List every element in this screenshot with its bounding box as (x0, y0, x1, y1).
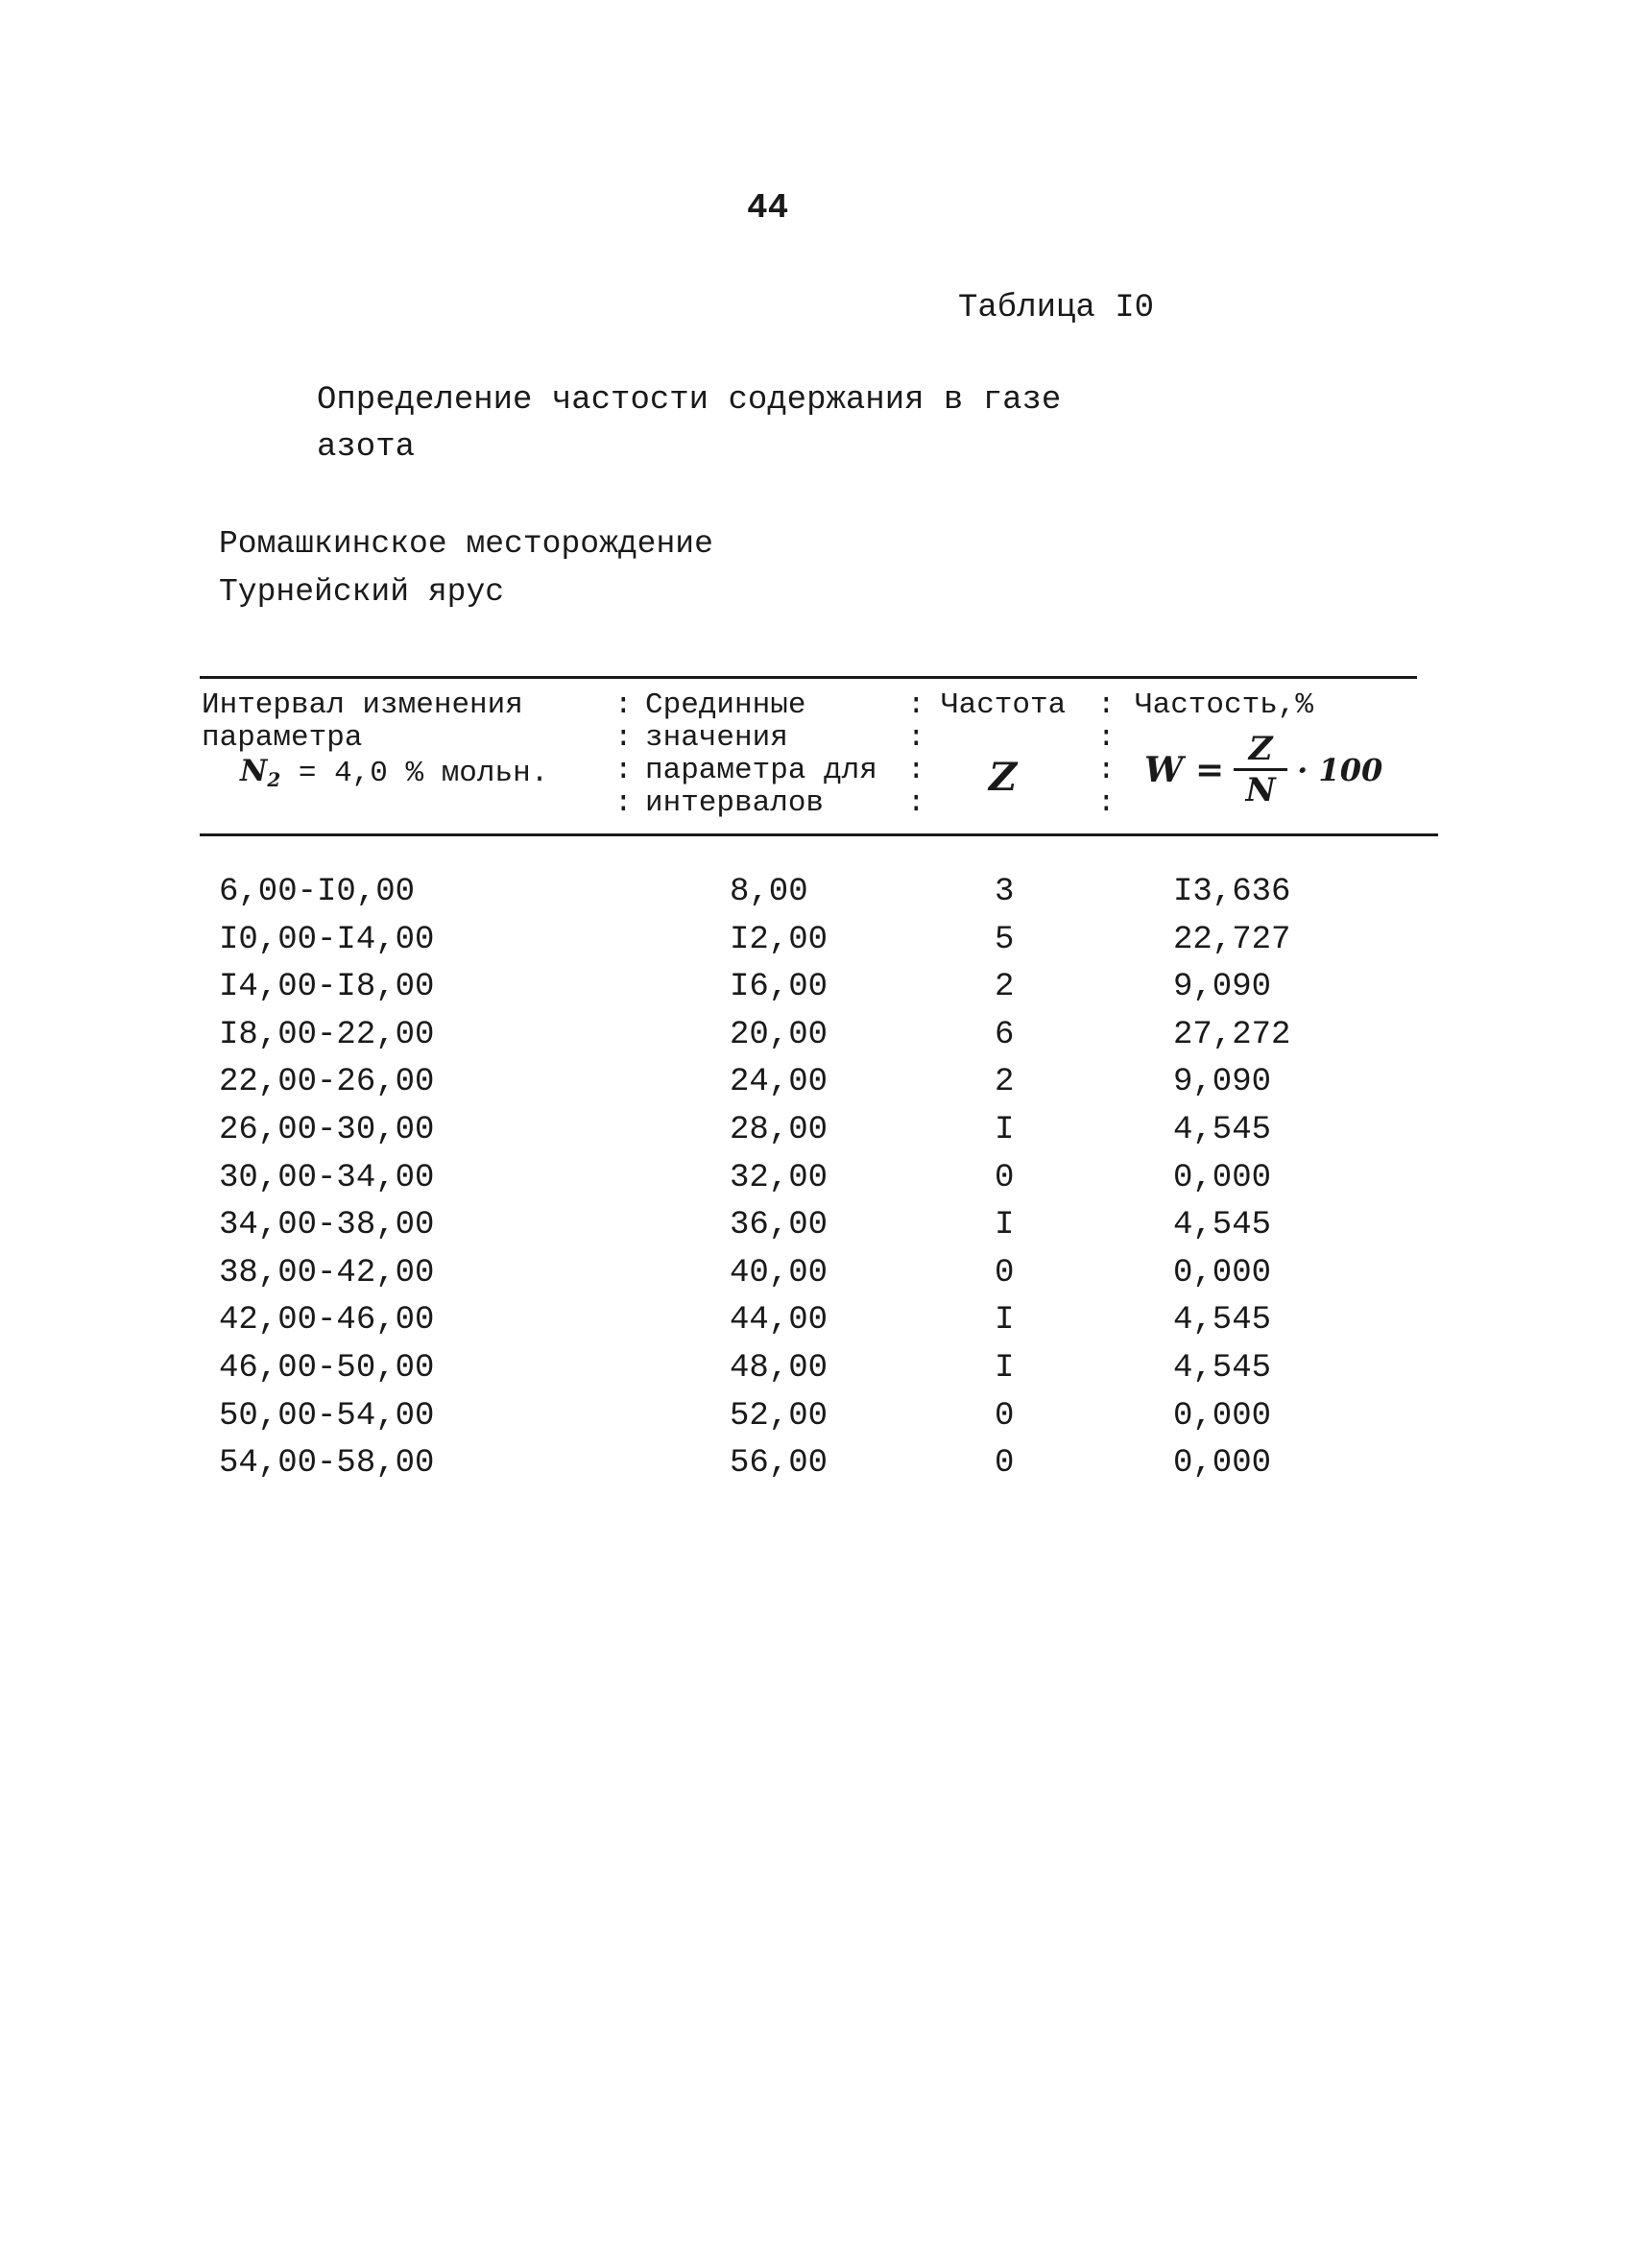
cell-midpoint: 56,00 (730, 1445, 829, 1483)
cell-midpoint: 24,00 (730, 1064, 829, 1101)
table-row (0, 1255, 1633, 1303)
cell-interval: 54,00-58,00 (219, 1445, 435, 1483)
cell-frequency: 0 (995, 1397, 1015, 1435)
header-interval (202, 689, 548, 796)
cell-frequency: 0 (995, 1159, 1015, 1196)
cell-interval: 26,00-30,00 (219, 1111, 435, 1148)
cell-relative-frequency: 9,090 (1173, 969, 1272, 1006)
param-value: = 4,0 % мольн. (298, 757, 549, 790)
cell-interval: 22,00-26,00 (219, 1064, 435, 1101)
separator-colon: : (1097, 754, 1116, 787)
cell-midpoint: 48,00 (730, 1349, 829, 1387)
cell-frequency: 2 (995, 969, 1015, 1006)
cell-frequency: 0 (995, 1254, 1015, 1291)
cell-frequency: 6 (995, 1016, 1015, 1053)
cell-relative-frequency: I3,636 (1173, 874, 1291, 910)
separator-colon: : (614, 754, 633, 787)
cell-interval: I4,00-I8,00 (219, 969, 435, 1006)
table-row (0, 1302, 1633, 1350)
cell-interval: 6,00-I0,00 (219, 874, 416, 910)
table-row (0, 874, 1633, 922)
separator-colon: : (907, 786, 925, 820)
cell-relative-frequency: 27,272 (1173, 1016, 1291, 1053)
separator-colon: : (907, 754, 925, 787)
table-label: Таблица I0 (958, 290, 1155, 326)
cell-interval: 34,00-38,00 (219, 1207, 435, 1244)
table-title-line-1: Определение частости содержания в газе (317, 382, 1062, 419)
cell-frequency: I (995, 1207, 1015, 1244)
table-body (0, 874, 1633, 1493)
header-interval-line-2: параметра (202, 721, 363, 755)
cell-frequency: 5 (995, 921, 1015, 958)
header-separator-3 (1097, 689, 1116, 820)
table-row (0, 1350, 1633, 1398)
cell-relative-frequency: 4,545 (1173, 1349, 1272, 1387)
header-midpoint-line-1: Срединные (645, 688, 806, 722)
formula-denominator: N (1245, 771, 1276, 809)
formula-lhs: W = (1144, 749, 1225, 790)
table-row (0, 1160, 1633, 1208)
separator-colon: : (907, 688, 925, 722)
cell-midpoint: 20,00 (730, 1016, 829, 1053)
header-midpoint-line-2: значения (645, 721, 788, 755)
cell-frequency: 0 (995, 1445, 1015, 1483)
table-row (0, 1017, 1633, 1065)
cell-interval: 30,00-34,00 (219, 1159, 435, 1196)
cell-midpoint: 52,00 (730, 1397, 829, 1435)
header-frequency: Частота (941, 688, 1067, 722)
header-midpoint-line-4: интервалов (645, 786, 825, 820)
separator-colon: : (1097, 786, 1116, 820)
cell-relative-frequency: 9,090 (1173, 1064, 1272, 1101)
cell-interval: I8,00-22,00 (219, 1016, 435, 1053)
field-name: Ромашкинское месторождение (219, 526, 713, 562)
page-number: 44 (747, 188, 789, 228)
cell-frequency: I (995, 1111, 1015, 1148)
cell-frequency: I (995, 1349, 1015, 1387)
cell-midpoint: I6,00 (730, 969, 829, 1006)
header-relative-frequency: Частость,% (1135, 688, 1314, 722)
param-subscript: 2 (267, 768, 281, 791)
cell-frequency: I (995, 1302, 1015, 1339)
formula-multiplier: · 100 (1297, 751, 1383, 788)
table-row (0, 1398, 1633, 1446)
cell-relative-frequency: 4,545 (1173, 1207, 1272, 1244)
cell-interval: 50,00-54,00 (219, 1397, 435, 1435)
cell-relative-frequency: 0,000 (1173, 1254, 1272, 1291)
cell-midpoint: 36,00 (730, 1207, 829, 1244)
separator-colon: : (1097, 721, 1116, 755)
table-row (0, 922, 1633, 970)
cell-relative-frequency: 22,727 (1173, 921, 1291, 958)
table-row (0, 1112, 1633, 1160)
cell-midpoint: 8,00 (730, 874, 808, 910)
header-midpoint-line-3: параметра для (645, 754, 877, 787)
formula-numerator: Z (1248, 730, 1273, 768)
formula-fraction (1234, 732, 1287, 808)
param-symbol: N (240, 754, 268, 788)
table-row (0, 1445, 1633, 1493)
table-row (0, 969, 1633, 1017)
cell-relative-frequency: 0,000 (1173, 1159, 1272, 1196)
cell-midpoint: 40,00 (730, 1254, 829, 1291)
relative-frequency-formula (1144, 732, 1382, 808)
header-interval-line-1: Интервал изменения (202, 688, 523, 722)
cell-interval: 42,00-46,00 (219, 1302, 435, 1339)
cell-relative-frequency: 4,545 (1173, 1111, 1272, 1148)
table-row (0, 1064, 1633, 1112)
header-separator-2 (907, 689, 925, 820)
cell-interval: I0,00-I4,00 (219, 921, 435, 958)
cell-relative-frequency: 0,000 (1173, 1445, 1272, 1483)
header-midpoint (645, 689, 877, 820)
header-interval-param (202, 755, 548, 796)
frequency-symbol: Z (989, 755, 1018, 800)
cell-relative-frequency: 4,545 (1173, 1302, 1272, 1339)
cell-midpoint: 28,00 (730, 1111, 829, 1148)
separator-colon: : (1097, 688, 1116, 722)
table-title-line-2: азота (317, 429, 416, 466)
cell-interval: 38,00-42,00 (219, 1254, 435, 1291)
separator-colon: : (907, 721, 925, 755)
separator-colon: : (614, 786, 633, 820)
cell-relative-frequency: 0,000 (1173, 1397, 1272, 1435)
cell-frequency: 3 (995, 874, 1015, 910)
cell-midpoint: I2,00 (730, 921, 829, 958)
separator-colon: : (614, 688, 633, 722)
cell-midpoint: 44,00 (730, 1302, 829, 1339)
table-header-rule (200, 833, 1438, 836)
header-separator-1 (614, 689, 633, 820)
cell-frequency: 2 (995, 1064, 1015, 1101)
separator-colon: : (614, 721, 633, 755)
table-top-rule (200, 676, 1417, 679)
cell-interval: 46,00-50,00 (219, 1349, 435, 1387)
table-row (0, 1207, 1633, 1255)
horizon-name: Турнейский ярус (219, 574, 505, 610)
cell-midpoint: 32,00 (730, 1159, 829, 1196)
